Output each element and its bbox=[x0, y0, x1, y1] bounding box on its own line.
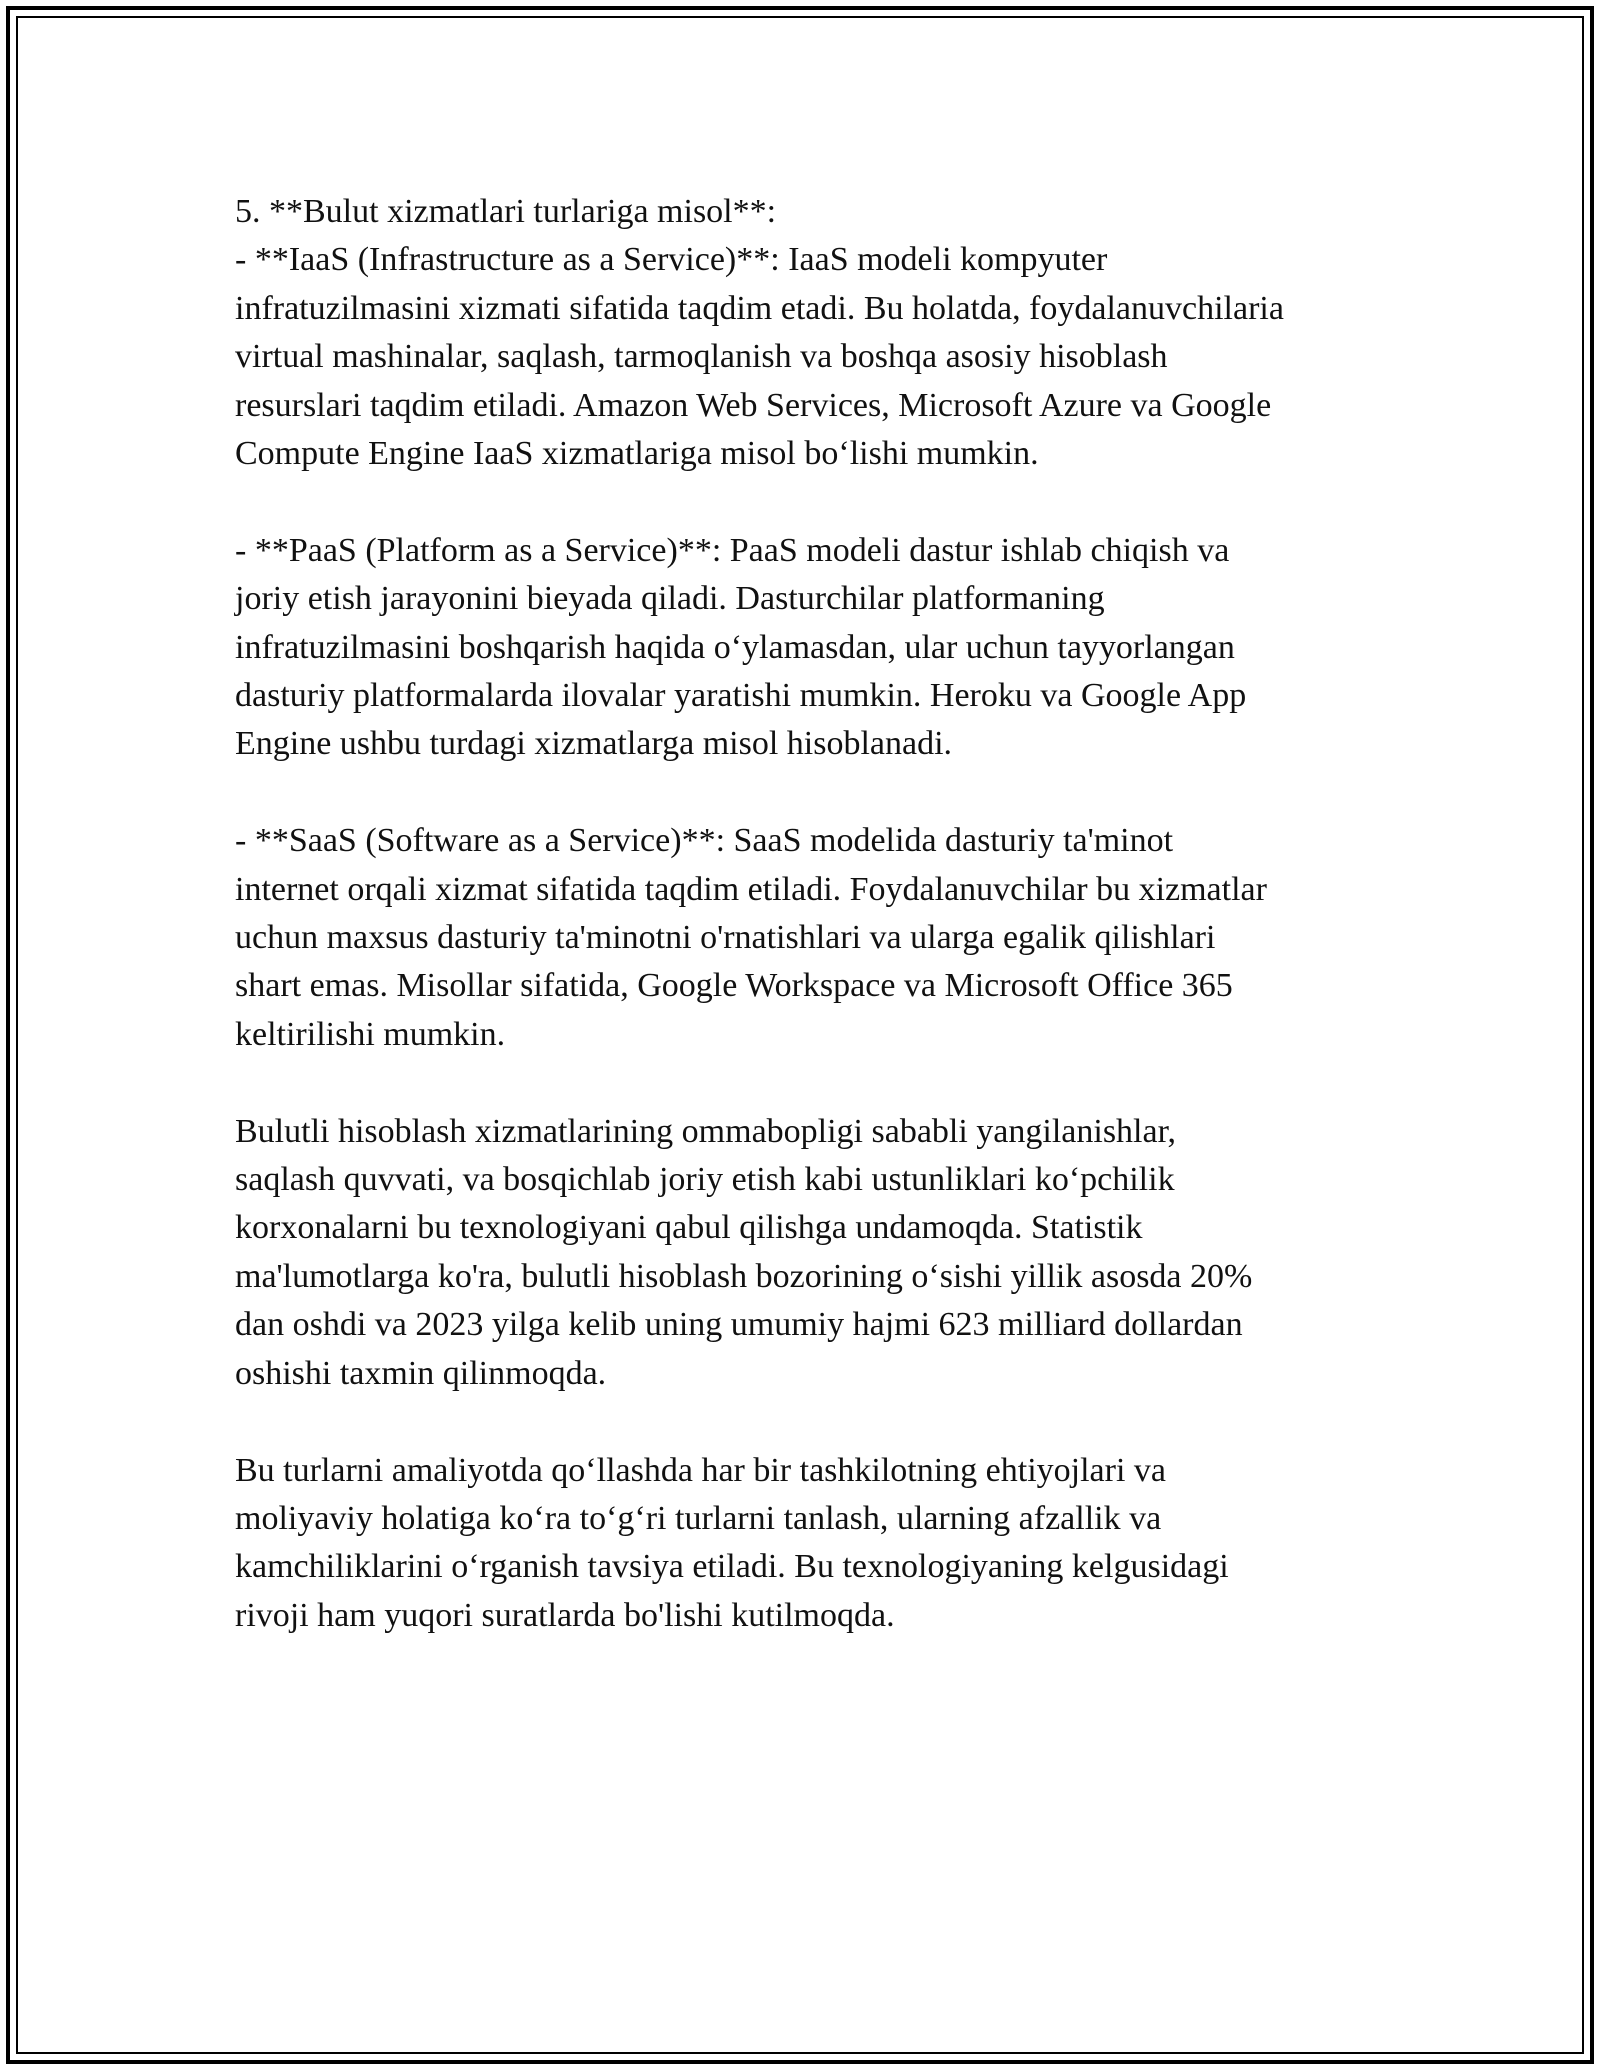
document-body bbox=[235, 188, 1385, 1640]
popularity-paragraph: Bulutli hisoblash xizmatlarining ommabopligi sababli yangilanishlar, saqlash quvvati, va bosqichlab joriy etish kabi ustunliklari ko‘pchilik korxonalarni bu texnologiyani qabul qilishga undamoqda. Statistik ma'lumotlarga ko'ra, bulutli hisoblash bozorining o‘sishi yillik asosda 20% dan oshdi va 2023 yilga kelib uning umumiy hajmi 623 milliard dollardan oshishi taxmin qilinmoqda. bbox=[235, 1112, 1253, 1392]
conclusion-paragraph: Bu turlarni amaliyotda qo‘llashda har bir tashkilotning ehtiyojlari va moliyaviy holatiga ko‘ra to‘g‘ri turlarni tanlash, ularning afzallik va kamchiliklarini o‘rganish tavsiya etiladi. Bu texnologiyaning kelgusidagi rivoji ham yuqori suratlarda bo'lishi kutilmoqda. bbox=[235, 1451, 1229, 1634]
iaas-list-item: - **IaaS (Infrastructure as a Service)**: IaaS modeli kompyuter infratuzilmasini xizmati sifatida taqdim etadi. Bu holatda, foydalanuvchilaria virtual mashinalar, saqlash, tarmoqlanish va boshqa asosiy hisoblash resurslari taqdim etiladi. Amazon Web Services, Microsoft Azure va Google Compute Engine IaaS xizmatlariga misol bo‘lishi mumkin. bbox=[235, 241, 1284, 473]
saas-list-item: - **SaaS (Software as a Service)**: SaaS modelida dasturiy ta'minot internet orqali xizmat sifatida taqdim etiladi. Foydalanuvchilar bu xizmatlar uchun maxsus dasturiy ta'minotni o'rnatishlari va ularga egalik qilishlari shart emas. Misollar sifatida, Google Workspace va Microsoft Office 365 keltirilishi mumkin. bbox=[235, 822, 1267, 1053]
paragraph-spacer bbox=[235, 1059, 1385, 1107]
paas-list-item: - **PaaS (Platform as a Service)**: PaaS modeli dastur ishlab chiqish va joriy etish jarayonini bieyada qiladi. Dasturchilar platformaning infratuzilmasini boshqarish haqida o‘ylamasdan, ular uchun tayyorlangan dasturiy platformalarda ilovalar yaratishi mumkin. Heroku va Google App Engine ushbu turdagi xizmatlarga misol hisoblanadi. bbox=[235, 531, 1247, 763]
section-heading: 5. **Bulut xizmatlari turlariga misol**: bbox=[235, 193, 777, 230]
paragraph-spacer bbox=[235, 1398, 1385, 1446]
paragraph-spacer bbox=[235, 478, 1385, 526]
paragraph-spacer bbox=[235, 769, 1385, 817]
